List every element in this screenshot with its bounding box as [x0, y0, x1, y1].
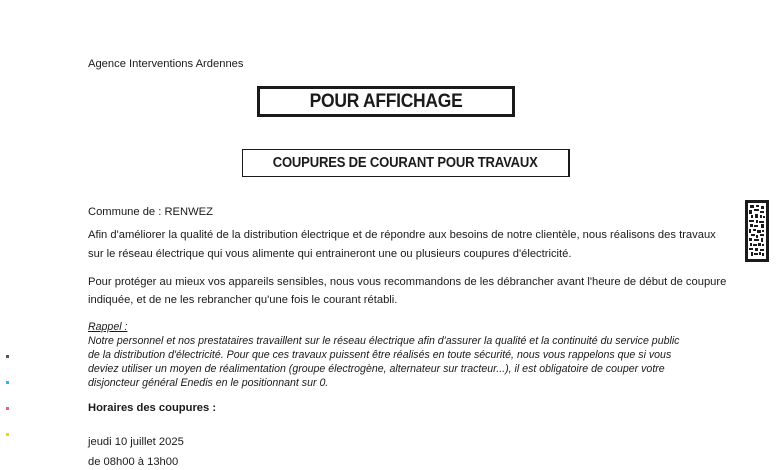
reminder-heading: Rappel : [88, 321, 128, 333]
commune-label: Commune de : RENWEZ [88, 206, 213, 218]
print-marker-gray [6, 355, 9, 358]
page-subtitle: COUPURES DE COURANT POUR TRAVAUX [273, 155, 538, 171]
page-title: POUR AFFICHAGE [309, 90, 463, 112]
reminder-line: disjoncteur général Enedis en le positionnant sur 0. [88, 377, 329, 389]
print-marker-magenta [6, 407, 9, 410]
schedule-heading: Horaires des coupures : [88, 402, 217, 414]
subtitle-box [242, 149, 570, 177]
barcode-icon [745, 200, 769, 262]
schedule-date: jeudi 10 juillet 2025 [88, 436, 184, 448]
protect-line: indiquée, et de ne les rebrancher qu'une fois le courant rétabli. [88, 294, 398, 306]
print-marker-cyan [6, 381, 9, 384]
agency-name: Agence Interventions Ardennes [88, 58, 244, 70]
reminder-line: Notre personnel et nos prestataires travaillent sur le réseau électrique afin d'assurer la qualité et la continuité du service public [88, 335, 680, 347]
schedule-time: de 08h00 à 13h00 [88, 456, 179, 468]
reminder-line: de la distribution d'électricité. Pour que ces travaux puissent être réalisés en toute sécurité, nous vous rappelons que si vous [88, 349, 672, 361]
intro-line: sur le réseau électrique qui vous alimente qui entraineront une ou plusieurs coupures d'électricité. [88, 248, 572, 260]
reminder-line: deviez utiliser un moyen de réalimentation (groupe électrogène, alternateur sur tracteur...), il est obligatoire de couper votre [88, 363, 665, 375]
print-marker-yellow [6, 433, 9, 436]
protect-line: Pour protéger au mieux vos appareils sensibles, nous vous recommandons de les débrancher avant l'heure de début de coupure [88, 276, 727, 288]
intro-line: Afin d'améliorer la qualité de la distribution électrique et de répondre aux besoins de notre clientèle, nous réalisons des travaux [88, 229, 716, 241]
title-box [257, 86, 515, 117]
